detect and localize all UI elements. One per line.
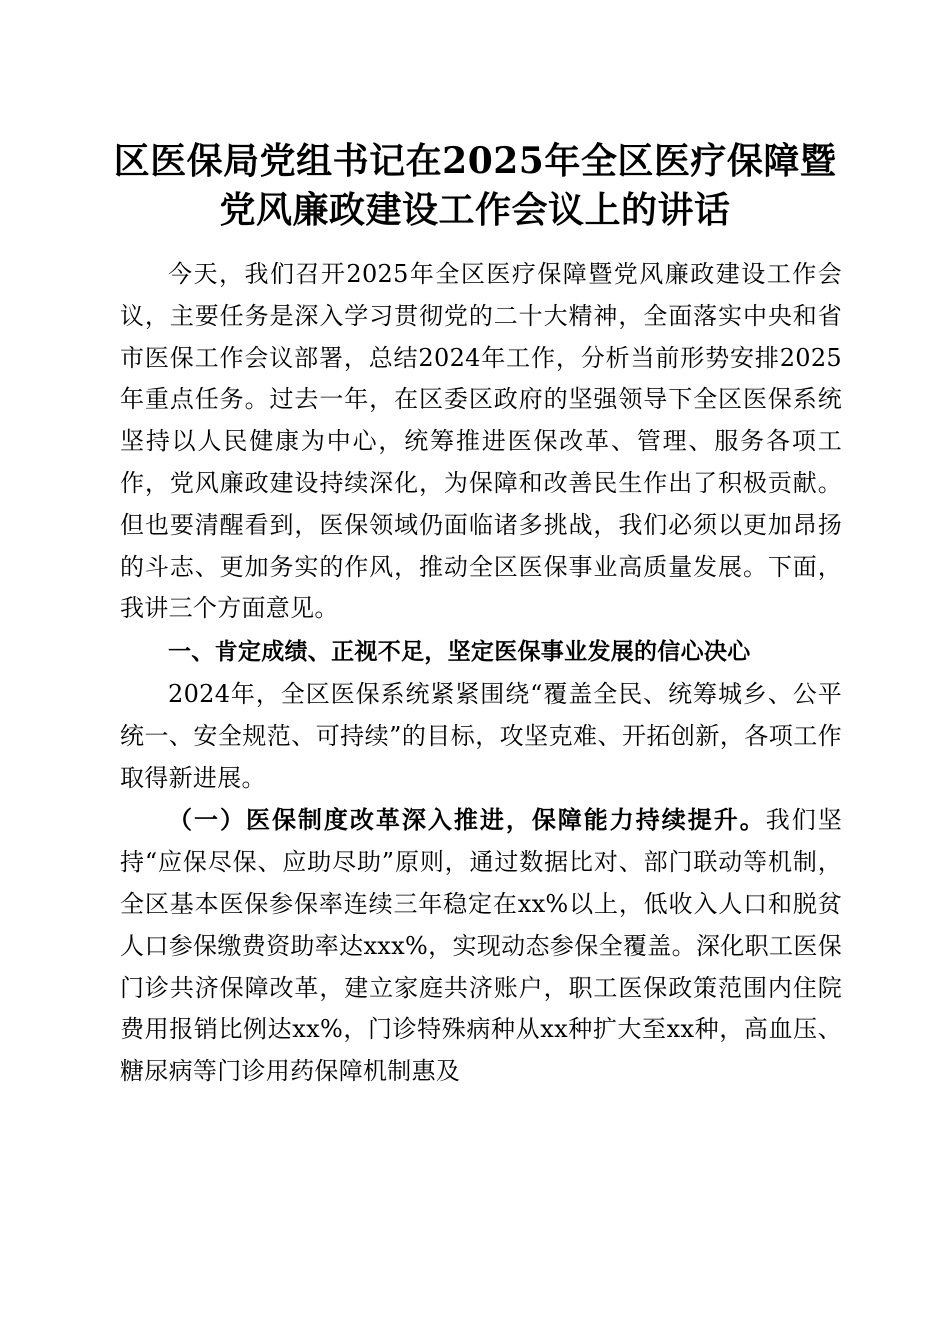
document-title-line-1: 区医保局党组书记在2025年全区医疗保障暨 — [113, 140, 837, 182]
paragraph-intro: 今天，我们召开2025年全区医疗保障暨党风廉政建设工作会议，主要任务是深入学习贯彻党的二十大精神，全面落实中央和省市医保工作会议部署，总结2024年工作，分析当前形势安排2025年重点任务。过去一年，在区委区政府的坚强领导下全区医保系统坚持以人民健康为中心，统筹推进医保改革、管理、服务各项工作，党风廉政建设持续深化，为保障和改善民生作出了积极贡献。但也要清醒看到，医保领域仍面临诸多挑战，我们必须以更加昂扬的斗志、更加务实的作风，推动全区医保事业高质量发展。下面，我讲三个方面意见。 — [120, 260, 842, 623]
paragraph-reform-body: 我们坚持“应保尽保、应助尽助”原则，通过数据比对、部门联动等机制，全区基本医保参保率连续三年稳定在xx%以上，低收入人口和脱贫人口参保缴费资助率达xxx%，实现动态参保全覆盖。深化职工医保门诊共济保障改革，建立家庭共济账户，职工医保政策范围内住院费用报销比例达xx%，门诊特殊病种从xx种扩大至xx种，高血压、糖尿病等门诊用药保障机制惠及 — [120, 806, 842, 1086]
paragraph-2024-summary: 2024年，全区医保系统紧紧围绕“覆盖全民、统筹城乡、公平统一、安全规范、可持续”的目标，攻坚克难、开拓创新，各项工作取得新进展。 — [120, 679, 842, 792]
subsection-lead: （一）医保制度改革深入推进，保障能力持续提升。 — [168, 805, 766, 835]
paragraph-reform — [120, 799, 842, 1093]
document-title-line-2: 党风廉政建设工作会议上的讲话 — [219, 189, 731, 231]
section-heading-1: 一、肯定成绩、正视不足，坚定医保事业发展的信心决心 — [168, 639, 751, 666]
document-body — [120, 254, 842, 1093]
